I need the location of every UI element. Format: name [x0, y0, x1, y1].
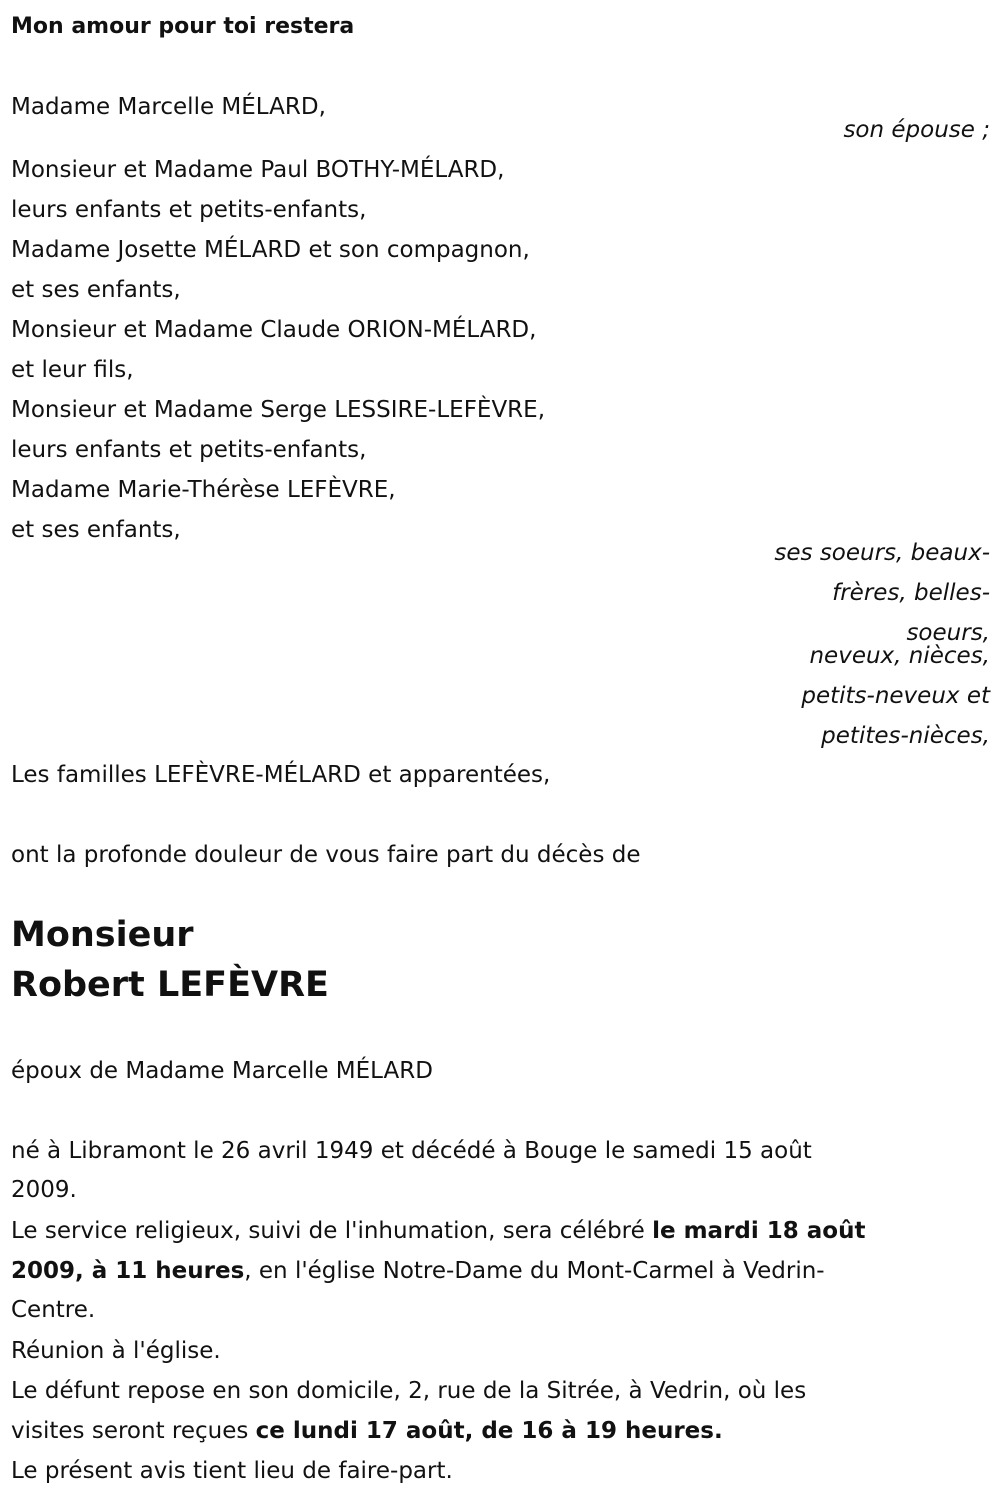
visits-line: [11, 1416, 723, 1446]
announcement: ont la profonde douleur de vous faire part du décès de: [11, 842, 641, 868]
family-line: leurs enfants et petits-enfants,: [11, 437, 367, 463]
birth-death-line: né à Libramont le 26 avril 1949 et décédé à Bouge le samedi 15 août: [11, 1138, 812, 1164]
service-line: [11, 1256, 825, 1286]
family-role-line: ses soeurs, beaux-: [774, 540, 990, 566]
family-line: Monsieur et Madame Serge LESSIRE-LEFÈVRE,: [11, 397, 546, 423]
family-line: et ses enfants,: [11, 517, 181, 543]
family-role-line: petits-neveux et: [801, 683, 990, 709]
family-line: Madame Marie-Thérèse LEFÈVRE,: [11, 477, 396, 503]
family-line: et leur fils,: [11, 357, 134, 383]
deceased-title: Monsieur: [11, 915, 194, 955]
visits-time: ce lundi 17 août, de 16 à 19 heures.: [255, 1418, 723, 1444]
family-line: et ses enfants,: [11, 277, 181, 303]
visits-text: visites seront reçues: [11, 1418, 256, 1444]
families-line: Les familles LEFÈVRE-MÉLARD et apparentées,: [11, 762, 551, 788]
family-role-line: frères, belles-: [832, 580, 990, 606]
family-role-line: petites-nièces,: [821, 723, 990, 749]
service-line: [11, 1216, 865, 1246]
family-role-line: soeurs,: [906, 620, 990, 646]
family-line: Madame Josette MÉLARD et son compagnon,: [11, 237, 530, 263]
spouse-line: époux de Madame Marcelle MÉLARD: [11, 1058, 433, 1084]
wife-name: Madame Marcelle MÉLARD,: [11, 94, 326, 120]
notice-line: Le présent avis tient lieu de faire-part.: [11, 1458, 453, 1484]
header-title: Mon amour pour toi restera: [11, 14, 355, 39]
rest-line: Le défunt repose en son domicile, 2, rue de la Sitrée, à Vedrin, où les: [11, 1378, 807, 1404]
birth-death-line: 2009.: [11, 1177, 77, 1203]
service-time: 2009, à 11 heures: [11, 1258, 245, 1284]
family-line: Monsieur et Madame Paul BOTHY-MÉLARD,: [11, 157, 505, 183]
service-line: Centre.: [11, 1297, 96, 1323]
family-line: Monsieur et Madame Claude ORION-MÉLARD,: [11, 317, 537, 343]
family-role-line: neveux, nièces,: [809, 643, 990, 669]
deceased-name: Robert LEFÈVRE: [11, 965, 329, 1005]
service-date: le mardi 18 août: [652, 1218, 866, 1244]
service-text: Le service religieux, suivi de l'inhumation, sera célébré: [11, 1218, 653, 1244]
family-line: leurs enfants et petits-enfants,: [11, 197, 367, 223]
wife-role: son épouse ;: [843, 117, 990, 143]
service-place: , en l'église Notre-Dame du Mont-Carmel à Vedrin-: [244, 1258, 825, 1284]
meeting-line: Réunion à l'église.: [11, 1338, 221, 1364]
